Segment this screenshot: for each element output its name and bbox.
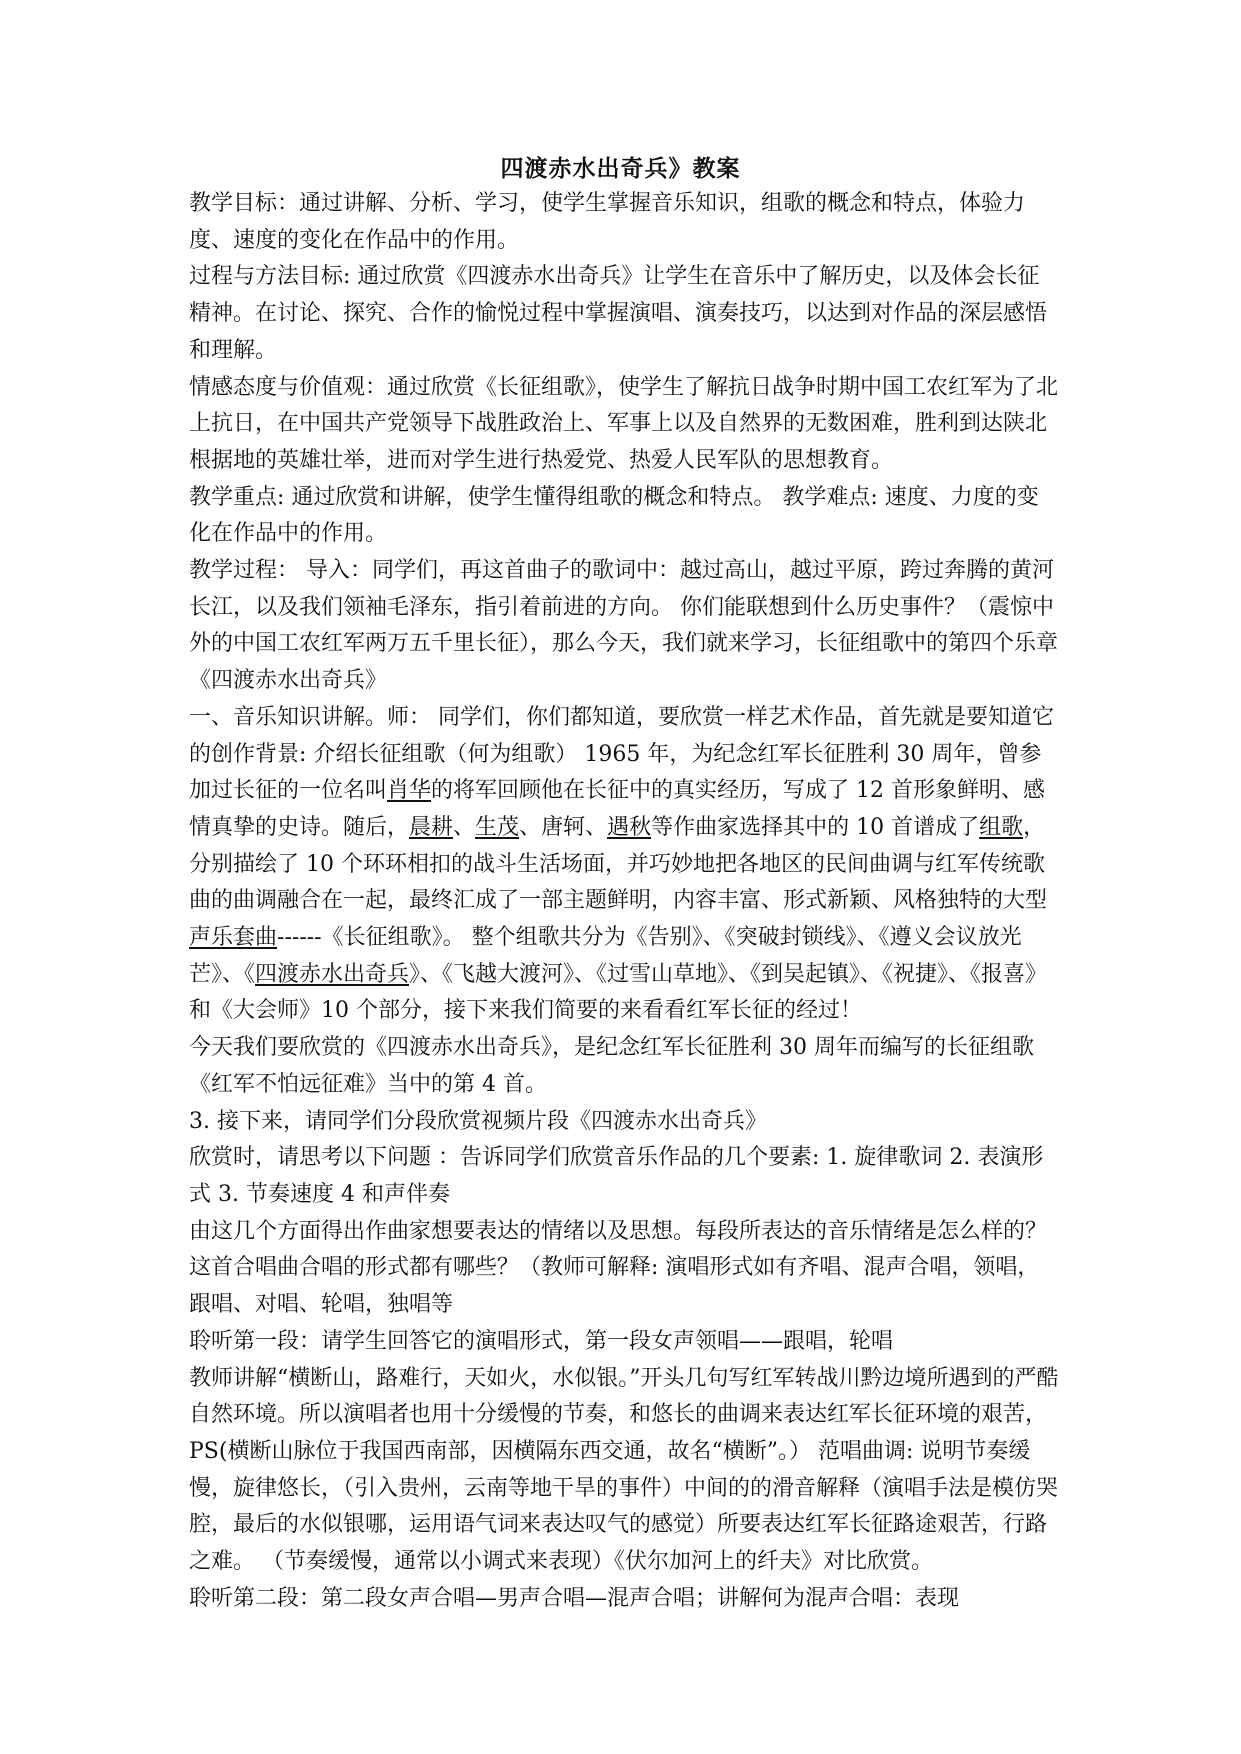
document-title: 四渡赤水出奇兵》教案 [500, 155, 741, 182]
text-run: 的将军回顾他在长征中的真实经历，写成了 12 首形象鲜明、感情真挚的史诗。随后， [189, 778, 1046, 840]
process-method-objectives: 过程与方法目标: 通过欣赏《四渡赤水出奇兵》让学生在音乐中了解历史，以及体会长征精神。在讨论、探究、合作的愉悦过程中掌握演唱、演奏技巧，以达到对作品的深层感悟和理解。 [189, 264, 1048, 363]
link-vocal-suite[interactable]: 声乐套曲 [189, 925, 278, 951]
teaching-process-intro: 教学过程： 导入：同学们，再这首曲子的歌词中：越过高山，越过平原，跨过奔腾的黄河长江，以及我们领袖毛泽东，指引着前进的方向。 你们能联想到什么历史事件？（震惊中外的中国工农红军两万五千里长征），那么今天，我们就来学习，长征组歌中的第四个乐章《四渡赤水出奇兵》 [189, 558, 1059, 694]
listening-questions: 欣赏时，请思考以下问题 ：告诉同学们欣赏音乐作品的几个要素: 1. 旋律歌词 2. 表演形式 3. 节奏速度 4 和声伴奏 [189, 1145, 1044, 1207]
text-run: 、唐轲、 [519, 814, 608, 840]
work-introduction: 今天我们要欣赏的《四渡赤水出奇兵》，是纪念红军长征胜利 30 周年而编写的长征组歌《红军不怕远征难》当中的第 4 首。 [189, 1035, 1034, 1097]
text-run: 一、音乐知识讲解。师： 同学们，你们都知道，要欣赏一样艺术作品，首先就是要知道它的创作背景: 介绍长征组歌（何为组歌） 1965 年，为纪念红军长征胜利 30 周年，曾参加过长征的一位名叫 [189, 704, 1054, 804]
emotion-explanation: 由这几个方面得出作曲家想要表达的情绪以及思想。每段所表达的音乐情绪是怎么样的？这首合唱曲合唱的形式都有哪些？（教师可解释: 演唱形式如有齐唱、混声合唱，领唱，跟唱、对唱、轮唱，独唱等 [189, 1218, 1048, 1318]
text-run: 、 [453, 814, 476, 840]
link-chengeng[interactable]: 晨耕 [409, 814, 454, 840]
listen-section-one: 聆听第一段：请学生回答它的演唱形式，第一段女声领唱——跟唱，轮唱 [189, 1328, 894, 1354]
link-yuqiu[interactable]: 遇秋 [607, 814, 652, 840]
link-zuge[interactable]: 组歌 [979, 814, 1024, 840]
text-run: 》、《飞越大渡河》、《过雪山草地》、《到吴起镇》、《祝捷》、《报喜》 和《大会师》10 个部分，接下来我们简要的来看看红军长征的经过！ [189, 961, 1048, 1024]
step-three: 3. 接下来，请同学们分段欣赏视频片段《四渡赤水出奇兵》 [189, 1108, 767, 1134]
teaching-objectives: 教学目标：通过讲解、分析、学习，使学生掌握音乐知识，组歌的概念和特点，体验力度、速度的变化在作品中的作用。 [189, 191, 1026, 253]
listen-section-two: 聆听第二段：第二段女声合唱—男声合唱—混声合唱；讲解何为混声合唱：表现 [189, 1585, 960, 1611]
music-knowledge-paragraph [189, 700, 1059, 1030]
link-sidu-chishui[interactable]: 四渡赤水出奇兵 [255, 961, 410, 987]
document-body [189, 186, 1059, 1617]
link-xiaohua[interactable]: 肖华 [387, 778, 432, 804]
text-run: 等作曲家选择其中的 10 首谱成了 [651, 814, 980, 840]
ps-note: PS(横断山脉位于我国西南部，因横隔东西交通，故名“横断”。） 范唱曲调: 说明节奏缓慢，旋律悠长，（引入贵州，云南等地干旱的事件）中间的的滑音解释（演唱手法是模仿哭腔，最后的水似银哪，运用语气词来表达叹气的感觉）所要表达红军长征路途艰苦，行路之难。 （节奏缓慢，通常以小调式来表现）《伏尔加河上的纤夫》对比欣赏。 [189, 1438, 1059, 1575]
emotion-value-objectives: 情感态度与价值观：通过欣赏《长征组歌》，使学生了解抗日战争时期中国工农红军为了北上抗日，在中国共产党领导下战胜政治上、军事上以及自然界的无数困难，胜利到达陕北根据地的英雄壮举，进而对学生进行热爱党、热爱人民军队的思想教育。 [189, 374, 1059, 473]
link-shengmao[interactable]: 生茂 [475, 814, 520, 840]
text-run: ------《长征组歌》。 整个组歌共分为《告别》、《突破封锁线》、《遵义会议放光芒》、《 [189, 925, 1022, 987]
key-and-difficult-points: 教学重点: 通过欣赏和讲解，使学生懂得组歌的概念和特点。 教学难点: 速度、力度的变化在作品中的作用。 [189, 484, 1039, 547]
text-run: ，分别描绘了 10 个环环相扣的战斗生活场面，并巧妙地把各地区的民间曲调与红军传统歌曲的曲调融合在一起，最终汇成了一部主题鲜明，内容丰富、形式新颖、风格独特的大型 [189, 814, 1048, 914]
teacher-explanation: 教师讲解“横断山，路难行，天如火，水似银。”开头几句写红军转战川黔边境所遇到的严酷自然环境。所以演唱者也用十分缓慢的节奏，和悠长的曲调来表达红军长征环境的艰苦， [189, 1365, 1059, 1428]
